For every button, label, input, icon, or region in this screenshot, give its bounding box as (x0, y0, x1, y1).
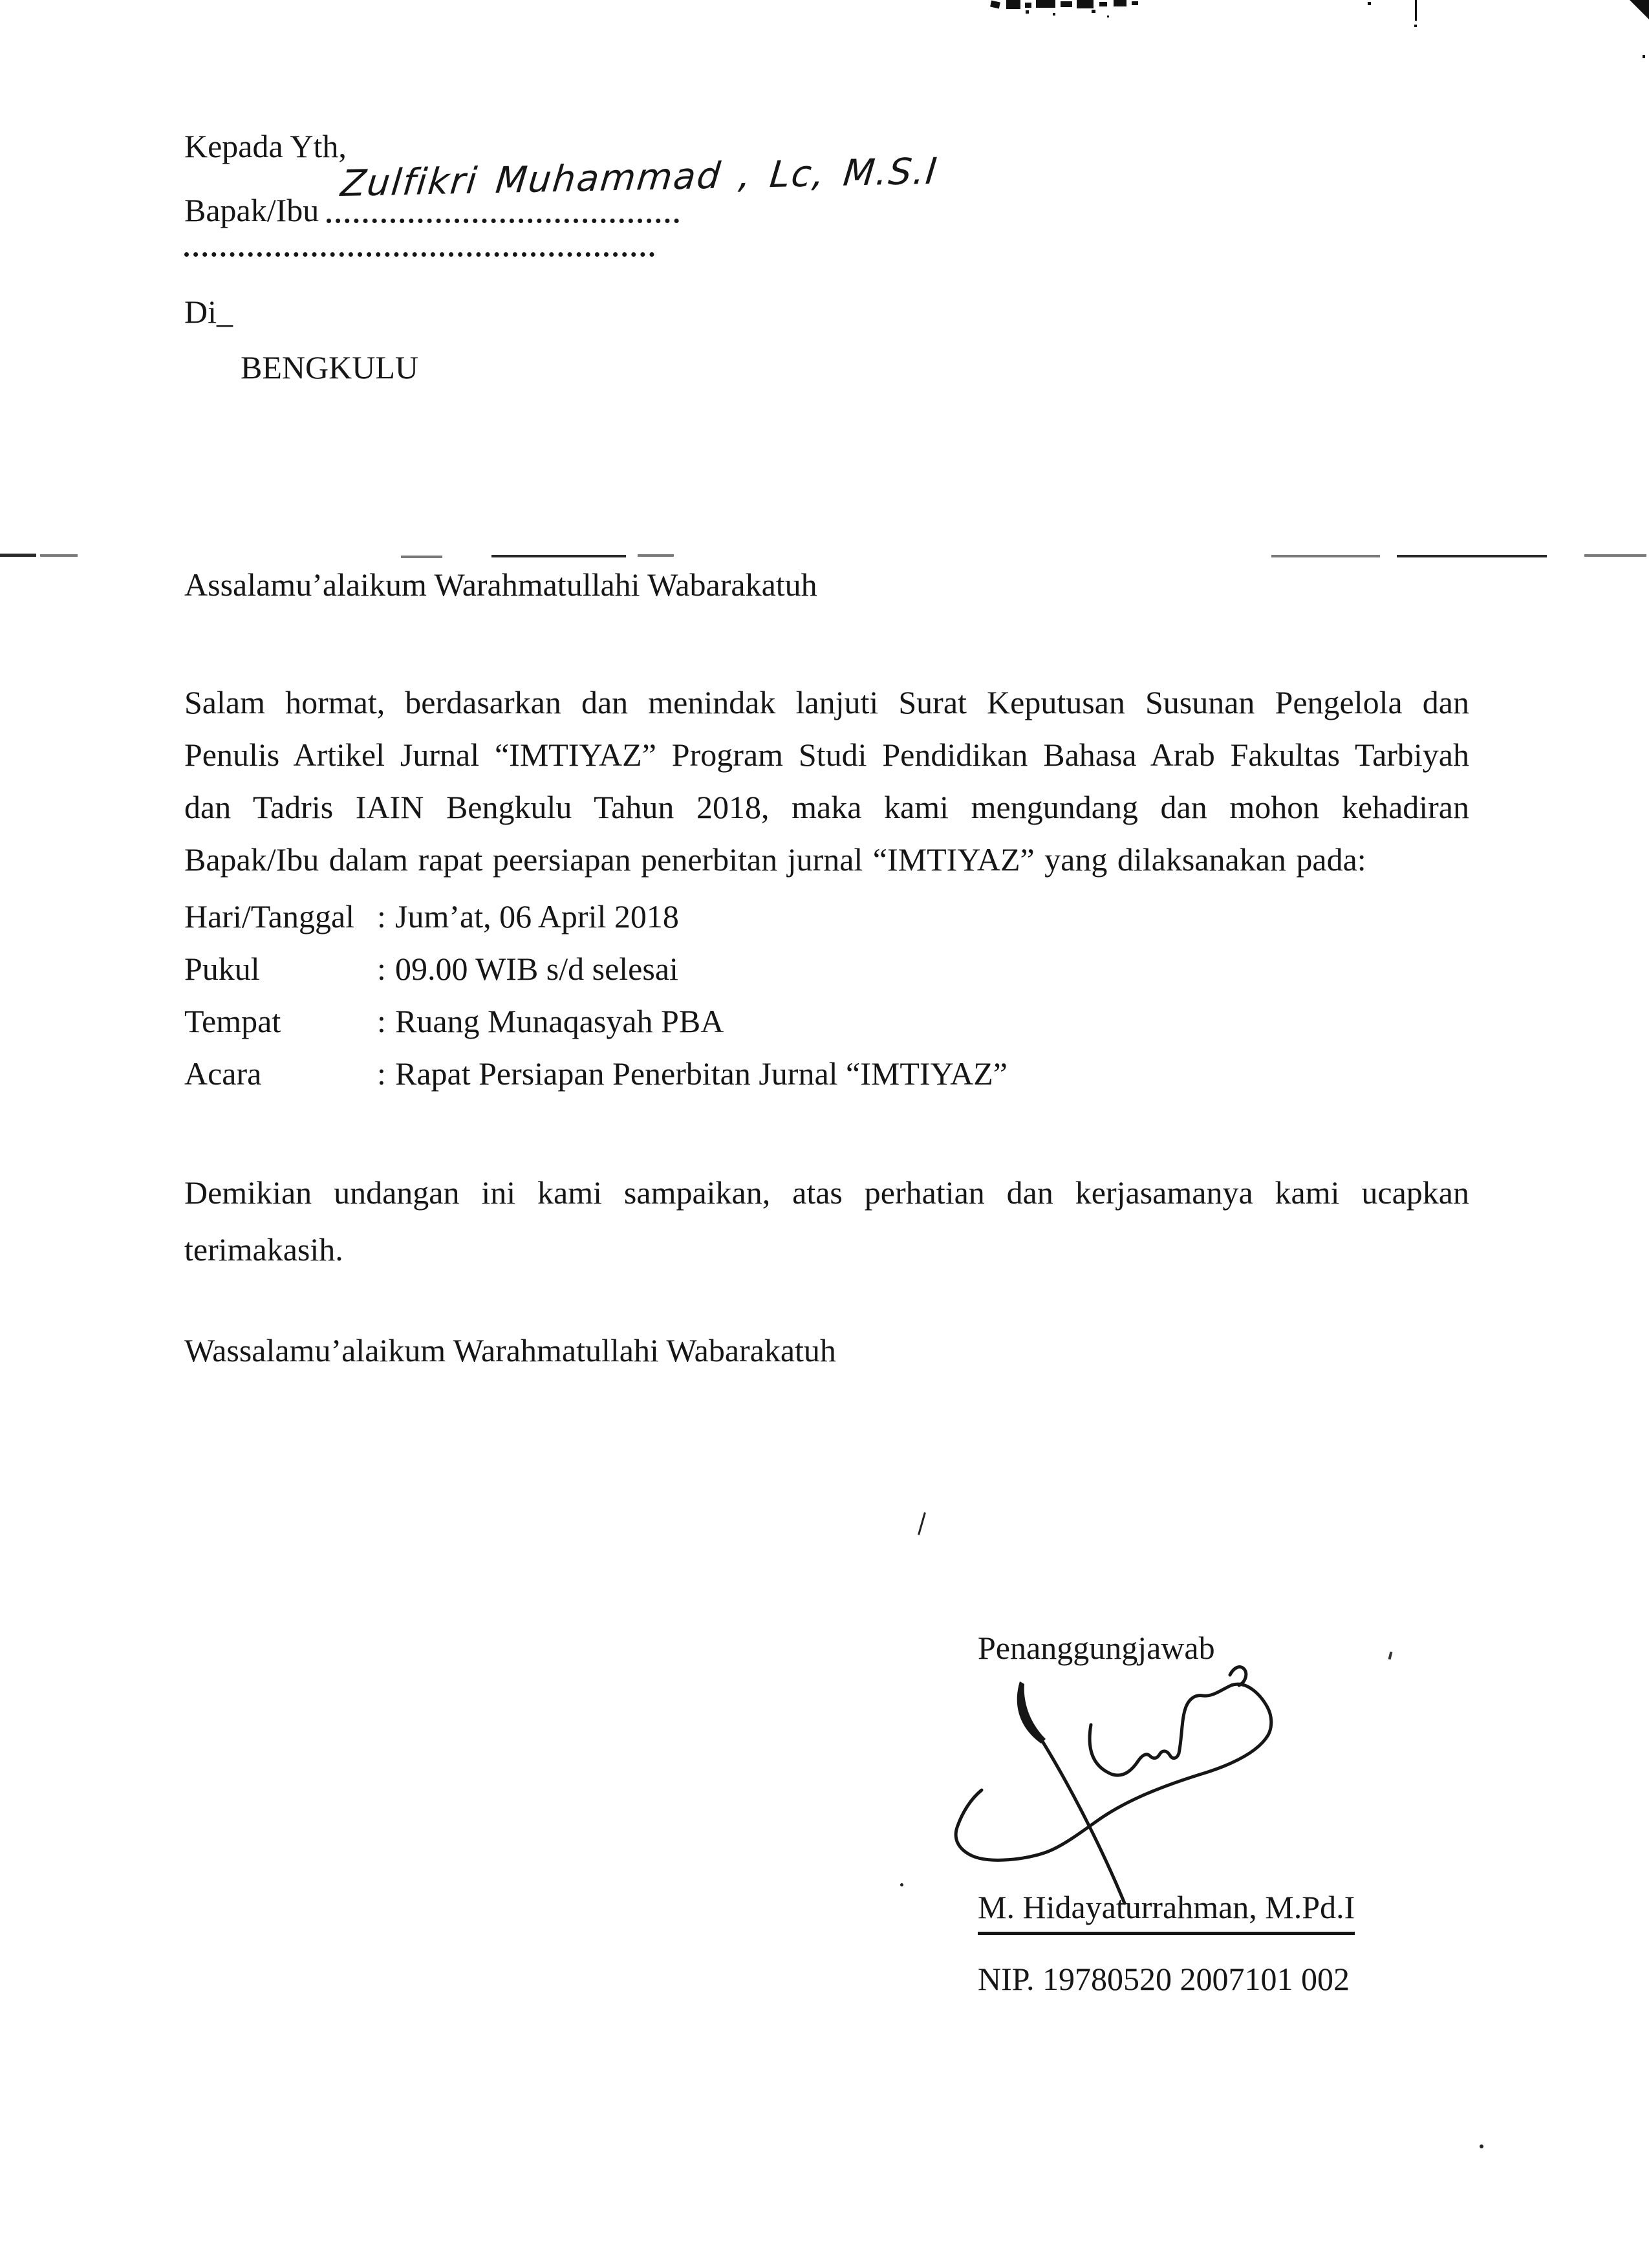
recipient-city: BENGKULU (241, 349, 418, 385)
detail-separator: : (377, 1055, 386, 1092)
closing-salam: Wassalamu’alaikum Warahmatullahi Wabarakatuh (184, 1332, 836, 1368)
salutation: Kepada Yth, (184, 128, 347, 164)
detail-row-time (184, 950, 678, 988)
closing-paragraph: Demikian undangan ini kami sampaikan, atas perhatian dan kerjasamanya kami ucapkan terimakasih. (184, 1174, 1469, 1268)
addressee-handwritten-name: Zulfikri Muhammad , Lc, M.S.I (339, 150, 940, 205)
detail-value: Ruang Munaqasyah PBA (395, 1003, 724, 1039)
detail-value: Jum’at, 06 April 2018 (395, 898, 679, 934)
detail-label: Acara (184, 1055, 262, 1092)
detail-separator: : (377, 951, 386, 987)
detail-label: Pukul (184, 951, 260, 987)
scan-artifact-dot (900, 1883, 903, 1886)
detail-separator: : (377, 1003, 386, 1039)
signatory-nip: NIP. 19780520 2007101 002 (978, 1961, 1350, 1997)
location-intro: Di_ (184, 294, 233, 330)
signatory-name: M. Hidayaturrahman, M.Pd.I (978, 1888, 1355, 1935)
detail-value: Rapat Persiapan Penerbitan Jurnal “IMTIYAZ” (395, 1055, 1008, 1092)
detail-label: Hari/Tanggal (184, 898, 355, 934)
detail-separator: : (377, 898, 386, 934)
opening-salam: Assalamu’alaikum Warahmatullahi Wabarakatuh (184, 567, 817, 603)
dotted-fill-line (327, 219, 679, 223)
scan-artifact-dot (1480, 2144, 1483, 2148)
detail-row-place (184, 1002, 724, 1040)
signature-main-stroke (956, 1684, 1271, 1860)
scan-artifact-slash (918, 1512, 926, 1535)
detail-row-agenda (184, 1055, 1008, 1092)
signature-descender-stroke (1040, 1737, 1125, 1903)
scan-artifact-corner-wedge (1630, 0, 1649, 19)
scan-artifact-vertical-line (1415, 0, 1417, 21)
scan-artifact-tick (1388, 1652, 1393, 1660)
addressee-label: Bapak/Ibu (184, 192, 319, 228)
detail-value: 09.00 WIB s/d selesai (395, 951, 678, 987)
detail-row-day-date (184, 898, 679, 935)
scan-artifact-dot (1414, 25, 1417, 27)
dotted-fill-line (184, 252, 654, 257)
detail-label: Tempat (184, 1003, 281, 1039)
body-paragraph: Salam hormat, berdasarkan dan menindak lanjuti Surat Keputusan Susunan Pengelola dan Penulis Artikel Jurnal “IMTIYAZ” Program Studi Pendidikan Bahasa Arab Fakultas Tarbiyah dan Tadris IAIN Bengkulu Tahun 2018, maka kami mengundang dan mohon kehadiran Bapak/Ibu dalam rapat peersiapan penerbitan jurnal “IMTIYAZ” yang dilaksanakan pada: (184, 684, 1469, 878)
signature-hairpin-stroke (1017, 1681, 1046, 1744)
signatory-title: Penanggungjawab (978, 1630, 1215, 1666)
